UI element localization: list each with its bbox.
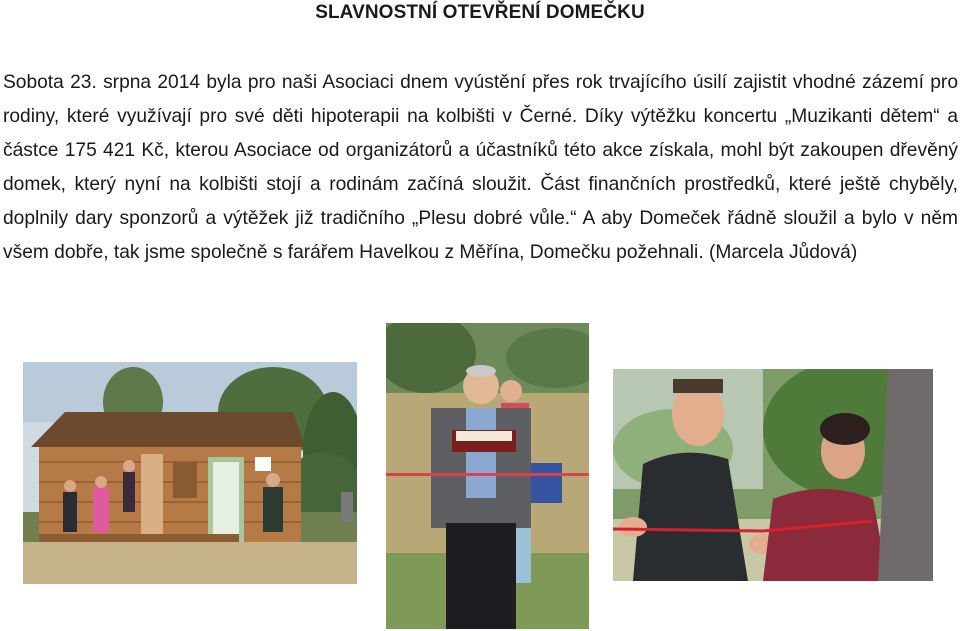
- wooden-house-photo: [23, 362, 357, 584]
- article-paragraph: Sobota 23. srpna 2014 byla pro naši Asociaci dnem vyústění přes rok trvajícího úsilí zajistit vhodné zázemí pro rodiny, které využívají pro své děti hipoterapii na kolbišti v Černé. Díky výtěžku koncertu „Muzikanti dětem“ a částce 175 421 Kč, kterou Asociace od organizátorů a účastníků této akce získala, mohl být zakoupen dřevěný domek, který nyní na kolbišti stojí a rodinám začíná sloužit. Část finančních prostředků, které ještě chyběly, doplnily dary sponzorů a výtěžek již tradičního „Plesu dobré vůle.“ A aby Domeček řádně sloužil a bylo v něm všem dobře, tak jsme společně s farářem Havelkou z Měřína, Domečku požehnali. (Marcela Jůdová): [3, 72, 958, 263]
- page-title: SLAVNOSTNÍ OTEVŘENÍ DOMEČKU: [315, 2, 645, 23]
- ribbon-cutting-photo: [613, 369, 933, 581]
- priest-reading-photo: [386, 323, 589, 629]
